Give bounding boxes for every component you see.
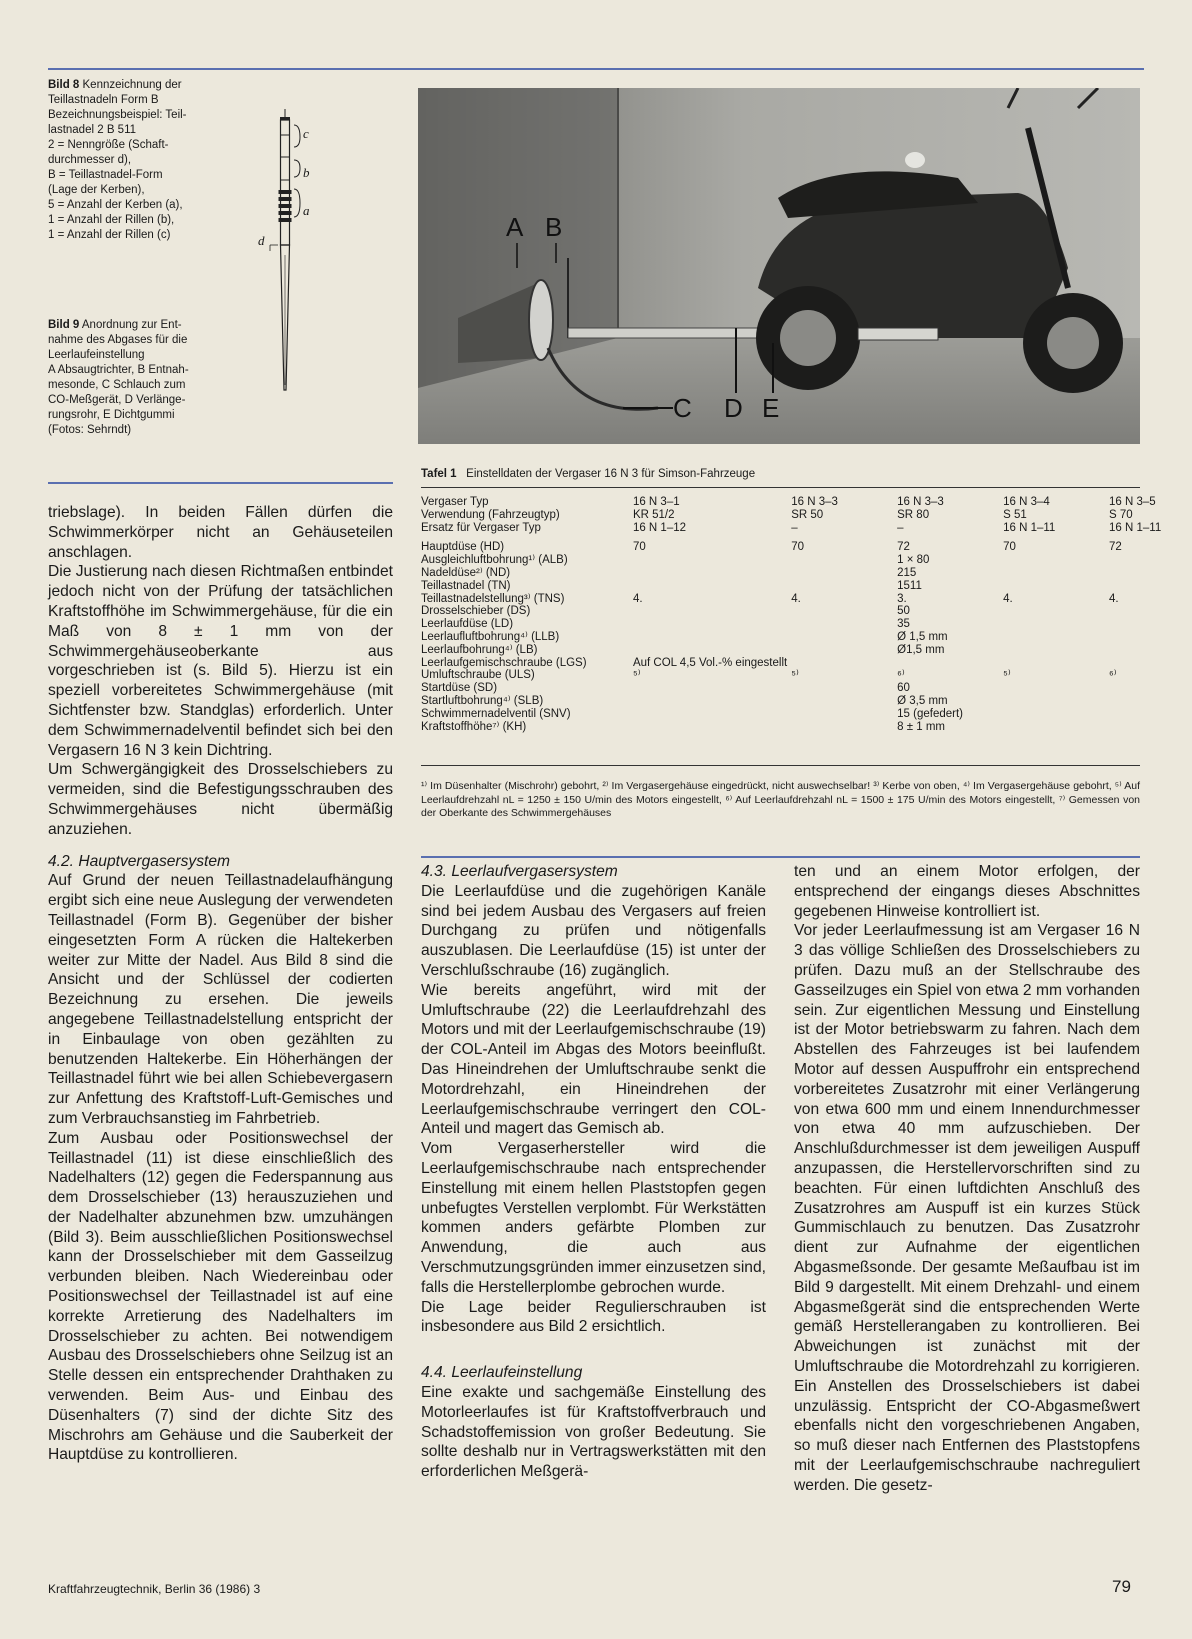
table-cell: 4. bbox=[632, 592, 643, 605]
table-row bbox=[421, 593, 1192, 606]
table-cell bbox=[791, 721, 897, 734]
section-heading: 4.3. Leerlaufvergasersystem bbox=[421, 863, 618, 880]
table-cell: 8 ± 1 mm bbox=[897, 720, 945, 733]
table-cell: ⁵⁾ bbox=[791, 669, 799, 682]
table-cell bbox=[633, 618, 791, 631]
table-row-label: Leerlaufluftbohrung⁴⁾ (LLB) bbox=[421, 630, 560, 643]
table-cell bbox=[1109, 605, 1192, 618]
paragraph: Vor jeder Leerlaufmessung ist am Vergaser 16 N 3 das völlige Schließen des Drosselschiebers zu prüfen. Dazu muß an der Stellschraube des Gasseilzuges ein Spiel von etwa 2 mm vorhanden sein. Zur eigentlichen Messung und Einstellung ist der Motor betriebswarm zu fahren. Nach dem Abstellen des Fahrzeuges ist bei laufendem Motor auf dessen Auspuffrohr ein entsprechend vorbereitetes Zusatzrohr mit einer Verlängerung von etwa 600 mm und einem Innendurchmesser von etwa 40 mm aufzuschieben. Der Anschlußdurchmesser ist dem jeweiligen Auspuff anzupassen, die Herstellervorschriften sind zu beachten. Für einen luftdichten Anschluß des Zusatzrohres am Auspuff ist ein kurzes Stück Gummischlauch zu benutzen. Das Zusatzrohr dient zur Aufnahme der eigentlichen Abgasmeßsonde. Der gesamte Meßaufbau ist im Bild 9 dargestellt. Mit einem Drehzahl- und einem Abgasmeßgerät sind die entsprechenden Werte gemäß Herstellerangaben zu kontrollieren. Bei Abweichungen ist zunächst mit der Umluftschraube die Motordrehzahl zu korrigieren. Ein Anstellen des Drosselschiebers ist dabei unzulässig. Entspricht der CO-Abgasmeßwert ebenfalls nicht den vorgeschriebenen Angaben, so muß dieser nach Entfernen des Plaststopfens mit der Leerlaufgemischschraube nachreguliert werden. Die gesetz- bbox=[794, 922, 1140, 1494]
table-cell: 16 N 3–3 bbox=[897, 496, 944, 508]
table-row-label: Schwimmernadelventil (SNV) bbox=[421, 707, 571, 720]
caption-line: 1 = Anzahl der Rillen (b), bbox=[48, 214, 175, 226]
top-rule bbox=[48, 68, 1144, 70]
table-row bbox=[421, 631, 1192, 644]
column-3 bbox=[794, 862, 1140, 1496]
table-cell: 16 N 3–1 bbox=[632, 496, 680, 508]
table-header-row bbox=[421, 509, 1192, 522]
table-cell: 15 (gefedert) bbox=[897, 707, 963, 720]
table-cell bbox=[791, 554, 897, 567]
caption-line: Kennzeichnung der bbox=[82, 79, 182, 91]
table-cell bbox=[1003, 695, 1109, 708]
table-cell: ⁶⁾ bbox=[1109, 669, 1117, 682]
figure9-caption bbox=[48, 318, 218, 438]
table-cell bbox=[633, 695, 791, 708]
table-cell: 72 bbox=[1109, 541, 1122, 554]
table-cell bbox=[633, 605, 791, 618]
table-cell bbox=[633, 721, 791, 734]
table-cell bbox=[1003, 605, 1109, 618]
caption-line: Bezeichnungsbeispiel: Teil- bbox=[48, 109, 187, 121]
table-cell bbox=[791, 708, 897, 721]
table1-footnotes: ¹⁾ Im Düsenhalter (Mischrohr) gebohrt, ²⁾ Im Vergasergehäuse eingedrückt, nicht auswechselbar! ³⁾ Kerbe von oben, ⁴⁾ Im Vergasergehäuse gebohrt, ⁵⁾ Auf Leerlaufdrehzahl nL = 1250 ± 150 U/min des Motors eingestellt, ⁶⁾ Auf Leerlaufdrehzahl nL = 1500 ± 175 U/min des Motors eingestellt, ⁷⁾ Gemessen von der Oberkante des Schwimmergehäuses bbox=[421, 780, 1140, 819]
page-number: 79 bbox=[1112, 1577, 1131, 1596]
caption-line: durchmesser d), bbox=[48, 154, 132, 166]
paragraph: Zum Ausbau oder Positionswechsel der Teillastnadel (11) ist diese einschließlich des Nadelhalters (12) gegen die Federspannung aus dem Drosselschieber (13) herauszuziehen und der Nadelhalter abzunehmen bzw. umzuhängen (Bild 3). Beim ausschließlichen Positionswechsel kann der Drosselschieber mit dem Gasseilzug verbunden bleiben. Nach Wiedereinbau oder Positionswechsel der Teillastnadel ist auf eine korrekte Arretierung des Nadelhalters im Drosselschieber zu achten. Bei notwendigem Ausbau des Drosselschiebers ohne Seilzug ist an Stelle dessen ein entsprechender Drahthaken zu verwenden. Beim Aus- und Einbau des Düsenhalters (7) sind der dichte Sitz des Mischrohrs am Gehäuse und die Sauberkeit der Hauptdüse zu kontrollieren. bbox=[48, 1129, 393, 1464]
table-row bbox=[421, 721, 1192, 734]
paragraph: Vom Vergaserhersteller wird die Leerlaufgemischschraube nach entsprechender Einstellung mit einem hellen Plaststopfen gegen unbefugtes Verstellen verplombt. Für Werkstätten kommen anders gefärbte Plomben zur Anwendung, die auch aus Verschmutzungsgründen immer einzusetzen sind, falls die Herstellerplombe gebrochen wurde. bbox=[421, 1140, 766, 1296]
table-row-label: Startluftbohrung⁴⁾ (SLB) bbox=[421, 694, 544, 707]
table-row-label: Ausgleichluftbohrung¹⁾ (ALB) bbox=[421, 554, 568, 567]
caption-line: rungsrohr, E Dichtgummi bbox=[48, 409, 175, 421]
table-row-label: Hauptdüse (HD) bbox=[421, 541, 505, 554]
table-cell bbox=[1003, 721, 1109, 734]
caption-line: A Absaugtrichter, B Entnah- bbox=[48, 364, 189, 376]
table-row bbox=[421, 554, 1192, 567]
table-cell bbox=[791, 605, 897, 618]
table-row-label: Kraftstoffhöhe⁷⁾ (KH) bbox=[421, 720, 527, 733]
table-cell bbox=[1003, 554, 1109, 567]
table-header-row bbox=[421, 496, 1192, 509]
table-cell bbox=[1003, 682, 1109, 695]
footer-source: Kraftfahrzeugtechnik, Berlin 36 (1986) 3 bbox=[48, 1582, 261, 1596]
table-cell: ⁵⁾ bbox=[632, 669, 641, 682]
caption-line: CO-Meßgerät, D Verlänge- bbox=[48, 394, 186, 406]
paragraph: Die Lage beider Regulierschrauben ist insbesondere aus Bild 2 ersichtlich. bbox=[421, 1298, 766, 1336]
table-row-label: Teillastnadelstellung³⁾ (TNS) bbox=[421, 592, 565, 605]
table-cell: Ø1,5 mm bbox=[897, 643, 945, 656]
table-row-label: Leerlaufbohrung⁴⁾ (LB) bbox=[421, 643, 538, 656]
photo-label-d: D bbox=[724, 393, 743, 423]
table-cell bbox=[633, 580, 791, 593]
table-row-label: Ersatz für Vergaser Typ bbox=[421, 521, 541, 534]
table-cell bbox=[791, 567, 897, 580]
table-row-label: Vergaser Typ bbox=[421, 496, 489, 508]
photo-label-a: A bbox=[506, 212, 524, 242]
caption-line: Anordnung zur Ent- bbox=[81, 319, 182, 331]
needle-label-c: c bbox=[303, 126, 309, 141]
mid-rule bbox=[421, 856, 1140, 858]
table-row-label: Teillastnadel (TN) bbox=[421, 579, 511, 592]
table-cell: 16 N 1–11 bbox=[1003, 521, 1056, 534]
table-row bbox=[421, 657, 1192, 670]
table-row bbox=[421, 708, 1192, 721]
table-cell bbox=[633, 554, 791, 567]
table1-title-text: Einstelldaten der Vergaser 16 N 3 für Simson-Fahrzeuge bbox=[466, 468, 756, 480]
table1-title bbox=[421, 468, 755, 480]
table-cell bbox=[1003, 708, 1109, 721]
table-cell bbox=[1109, 708, 1192, 721]
paragraph: Eine exakte und sachgemäße Einstellung des Motorleerlaufes ist für Kraftstoffverbrauch und Schadstoffemission von großer Bedeutung. Sie sollte deshalb nur in Vertragswerkstätten mit den erforderlichen Meßgerä- bbox=[421, 1383, 766, 1481]
table-cell bbox=[1109, 567, 1192, 580]
table-cell bbox=[1003, 567, 1109, 580]
caption-line: (Fotos: Sehrndt) bbox=[48, 424, 132, 436]
table-cell: ⁵⁾ bbox=[1003, 669, 1011, 682]
table-cell bbox=[791, 631, 897, 644]
table-cell: 16 N 3–4 bbox=[1003, 496, 1050, 508]
table-cell bbox=[633, 567, 791, 580]
table-cell: 3. bbox=[897, 592, 907, 605]
table-cell: 16 N 1–11 bbox=[1109, 521, 1162, 534]
table-row bbox=[421, 669, 1192, 682]
table-cell: – bbox=[897, 521, 904, 534]
caption-line: 2 = Nenngröße (Schaft- bbox=[48, 139, 169, 151]
table-row-label: Nadeldüse²⁾ (ND) bbox=[421, 566, 511, 579]
caption-line: Leerlaufeinstellung bbox=[48, 349, 145, 361]
column-1 bbox=[48, 503, 393, 1465]
table-cell: S 51 bbox=[1003, 508, 1027, 521]
table-cell bbox=[1003, 644, 1109, 657]
table1-top-line bbox=[421, 487, 1140, 488]
section-heading: 4.2. Hauptvergasersystem bbox=[48, 852, 231, 870]
caption-line: mesonde, C Schlauch zum bbox=[48, 379, 186, 391]
table-cell: 16 N 3–5 bbox=[1109, 496, 1156, 508]
table-cell bbox=[1109, 682, 1192, 695]
table-cell bbox=[1109, 695, 1192, 708]
table1-bottom-line bbox=[421, 765, 1140, 766]
table-cell bbox=[1109, 631, 1192, 644]
table-cell bbox=[1003, 631, 1109, 644]
table-cell: Auf COL 4,5 Vol.-% eingestellt bbox=[632, 656, 788, 669]
table-row-label: Leerlaufgemischschraube (LGS) bbox=[421, 656, 587, 669]
table-cell bbox=[633, 682, 791, 695]
photo-label-c: C bbox=[673, 393, 692, 423]
table-row-label: Startdüse (SD) bbox=[421, 682, 498, 695]
table-cell: SR 80 bbox=[897, 508, 930, 521]
table-cell: 215 bbox=[897, 566, 917, 579]
table-cell: 16 N 1–12 bbox=[632, 521, 687, 534]
table-cell: 60 bbox=[897, 682, 910, 695]
table-cell bbox=[897, 657, 1003, 670]
table-cell bbox=[791, 682, 897, 695]
table-cell bbox=[1003, 618, 1109, 631]
table-cell: 4. bbox=[1109, 592, 1119, 605]
table-cell: 50 bbox=[897, 605, 910, 618]
table-header-row bbox=[421, 522, 1192, 535]
table-cell: 70 bbox=[632, 541, 646, 554]
table-cell bbox=[1109, 580, 1192, 593]
caption-line: 1 = Anzahl der Rillen (c) bbox=[48, 229, 171, 241]
table-cell bbox=[791, 618, 897, 631]
table-cell bbox=[791, 644, 897, 657]
column-2 bbox=[421, 862, 766, 1482]
table-cell bbox=[633, 708, 791, 721]
table-row bbox=[421, 682, 1192, 695]
table-cell: S 70 bbox=[1109, 508, 1133, 521]
needle-label-b: b bbox=[303, 165, 310, 180]
needle-label-a: a bbox=[303, 203, 310, 218]
table1 bbox=[421, 496, 1192, 733]
caption-line: lastnadel 2 B 511 bbox=[48, 124, 137, 136]
table-cell: 70 bbox=[791, 541, 805, 554]
table-cell bbox=[1003, 580, 1109, 593]
caption-line: B = Teillastnadel-Form bbox=[48, 169, 163, 181]
paragraph: Wie bereits angeführt, wird mit der Umluftschraube (22) die Leerlaufdrehzahl des Motors und mit der Leerlaufgemischschraube (19) der COL-Anteil im Abgas des Motors beeinflußt. Das Hineindrehen der Umluftschraube senkt die Motordrehzahl, ein Hineindrehen der Leerlaufgemischschraube verringert den COL-Anteil und magert das Gemisch ab. bbox=[421, 981, 766, 1138]
table-cell bbox=[791, 657, 897, 670]
table-cell: 16 N 3–3 bbox=[791, 496, 838, 508]
caption-line: (Lage der Kerben), bbox=[48, 184, 145, 196]
table-cell bbox=[1109, 721, 1192, 734]
left-rule bbox=[48, 482, 393, 484]
table-cell bbox=[1109, 618, 1192, 631]
table-cell: 4. bbox=[1003, 592, 1013, 605]
table-cell: SR 50 bbox=[791, 508, 824, 521]
table-cell: Ø 1,5 mm bbox=[897, 630, 948, 643]
paragraph: Die Justierung nach diesen Richtmaßen entbindet jedoch nicht von der Prüfung der tatsächlichen Kraftstoffhöhe im Schwimmergehäuse, für die ein Maß von 8 ± 1 mm von der Schwimmergehäuseoberkante aus vorgeschrieben ist (s. Bild 5). Hierzu ist ein speziell vorbereitetes Schwimmergehäuse (mit Sichtfenster bzw. Standglas) erforderlich. Unter dem Schwimmernadelventil befindet sich bei den Vergasern 16 N 3 kein Dichtring. bbox=[48, 563, 393, 759]
needle-drawing bbox=[240, 105, 340, 405]
paragraph: Die Leerlaufdüse und die zugehörigen Kanäle sind bei jedem Ausbau des Vergasers auf freien Durchgang zu prüfen und nötigenfalls auszublasen. Die Leerlaufdüse (15) ist unter der Verschlußschraube (16) zugänglich. bbox=[421, 882, 766, 979]
table-cell: ⁶⁾ bbox=[897, 669, 905, 682]
table-cell bbox=[633, 644, 791, 657]
table-row bbox=[421, 695, 1192, 708]
table-cell bbox=[1003, 657, 1109, 670]
table-cell: – bbox=[791, 521, 798, 534]
figure9-photo bbox=[418, 88, 1140, 444]
table-cell: 1511 bbox=[897, 579, 922, 592]
table1-title-label: Tafel 1 bbox=[421, 468, 457, 480]
table-cell bbox=[791, 580, 897, 593]
table-cell bbox=[1109, 657, 1192, 670]
table-cell: 1 × 80 bbox=[897, 554, 930, 567]
paragraph: ten und an einem Motor erfolgen, der entsprechend der eingangs dieses Abschnittes gegebenen Hinweise kontrolliert ist. bbox=[794, 863, 1140, 920]
table-row bbox=[421, 618, 1192, 631]
photo-label-e: E bbox=[762, 393, 780, 423]
needle-label-d: d bbox=[258, 233, 265, 248]
photo-label-b: B bbox=[545, 212, 563, 242]
photo-scene bbox=[418, 88, 1140, 444]
figure9-caption-title: Bild 9 bbox=[48, 319, 80, 331]
paragraph: triebslage). In beiden Fällen dürfen die Schwimmerkörper nicht an Gehäuseteilen anschlagen. bbox=[48, 504, 393, 561]
table-cell: 70 bbox=[1003, 541, 1016, 554]
table-row bbox=[421, 541, 1192, 554]
table-cell: 72 bbox=[897, 541, 910, 554]
table-cell: Ø 3,5 mm bbox=[897, 694, 948, 707]
table-cell: 4. bbox=[791, 592, 801, 605]
table-row-label: Drosselschieber (DS) bbox=[421, 605, 531, 618]
table-cell bbox=[1109, 554, 1192, 567]
caption-line: nahme des Abgases für die bbox=[48, 334, 188, 346]
table-row-label: Leerlaufdüse (LD) bbox=[421, 618, 514, 631]
table-row bbox=[421, 580, 1192, 593]
table-row-label: Umluftschraube (ULS) bbox=[421, 669, 535, 682]
table-cell bbox=[633, 631, 791, 644]
table-cell: 35 bbox=[897, 618, 910, 631]
paragraph: Um Schwergängigkeit des Drosselschiebers zu vermeiden, sind die Befestigungsschrauben des Schwimmergehäuses nicht übermäßig anzuziehen. bbox=[48, 761, 393, 838]
table-row bbox=[421, 605, 1192, 618]
figure8-caption bbox=[48, 78, 218, 243]
paragraph: Auf Grund der neuen Teillastnadelaufhängung ergibt sich eine neue Auslegung der verwendeten Teillastnadel (Form B). Gegenüber der bisher eingesetzten Form A rücken die Haltekerben weiter zur Mitte der Nadel. Aus Bild 8 sind die Ansicht und der Schlüssel der codierten Bezeichnung zu ersehen. Die jeweils angegebene Teillastnadelstellung entspricht der in Einbaulage von oben gezählten zu benutzenden Haltekerbe. Ein Höherhängen der Teillastnadel führt wie bei allen Schiebevergasern zur Anfettung des Kraftstoff-Luft-Gemisches und zum Verbrauchsanstieg im Fahrbetrieb. bbox=[48, 872, 393, 1127]
table-cell bbox=[1109, 644, 1192, 657]
table-cell bbox=[791, 695, 897, 708]
figure8-caption-title: Bild 8 bbox=[48, 79, 80, 91]
table-row bbox=[421, 567, 1192, 580]
table-row bbox=[421, 644, 1192, 657]
section-heading: 4.4. Leerlaufeinstellung bbox=[421, 1364, 583, 1382]
caption-line: 5 = Anzahl der Kerben (a), bbox=[48, 199, 183, 211]
table-row-label: Verwendung (Fahrzeugtyp) bbox=[421, 508, 560, 521]
table-cell: KR 51/2 bbox=[632, 508, 675, 521]
caption-line: Teillastnadeln Form B bbox=[48, 94, 159, 106]
